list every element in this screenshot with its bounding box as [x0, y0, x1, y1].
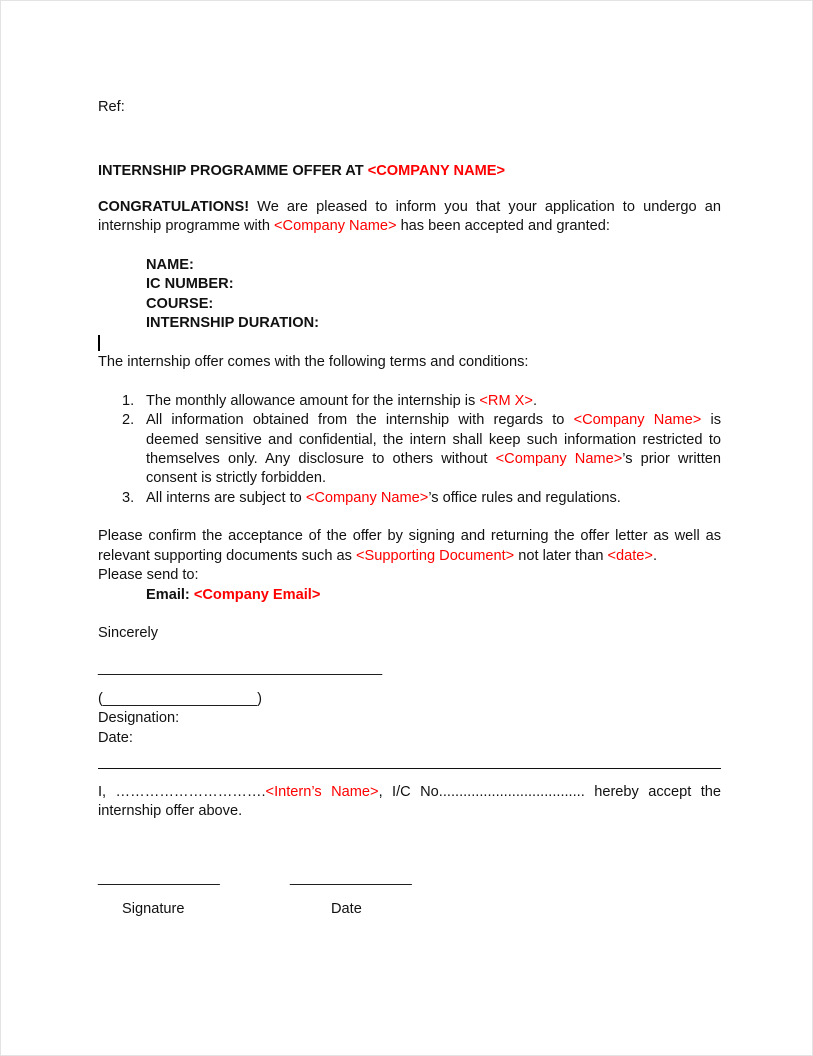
acceptance-line-2: internship offer above. [98, 803, 243, 819]
field-course-label: COURSE: [146, 296, 214, 312]
supporting-document-placeholder: <Supporting Document> [355, 548, 515, 564]
term-3-text [146, 489, 621, 509]
confirm-line-1: Please confirm the acceptance of the offer by signing and returning the offer letter as well as [98, 528, 721, 544]
text-cursor [98, 335, 100, 351]
intro-company-placeholder: <Company Name> [274, 218, 397, 234]
term-3-suffix: ’s office rules and regulations. [428, 490, 621, 506]
title-company-placeholder: <COMPANY NAME> [367, 163, 506, 179]
deadline-date-placeholder: <date> [607, 548, 653, 564]
signatory-sign-line: ___________________________________ [98, 660, 383, 676]
acceptance-mid: , I/C No.................................... hereby accept the [378, 784, 721, 800]
section-divider [98, 768, 721, 769]
term-2-line-2: deemed sensitive and confidential, the intern shall keep such information restricted to [146, 432, 721, 448]
intro-line-1-rest: We are pleased to inform you that your application to undergo an [249, 199, 721, 215]
send-to-label: Please send to: [98, 567, 199, 583]
intern-name-placeholder: <Intern’s Name> [265, 784, 379, 800]
term-2-line-3 [146, 450, 721, 470]
term-2-line-1-suffix: is [701, 412, 721, 428]
date-label: Date [331, 901, 362, 917]
term-1-text [146, 392, 537, 412]
term-3-company-placeholder: <Company Name> [305, 490, 429, 506]
confirm-line-2-mid: not later than [514, 548, 608, 564]
term-2-company-placeholder-1: <Company Name> [573, 412, 702, 428]
term-2-line-1 [146, 411, 721, 431]
signature-label: Signature [122, 901, 185, 917]
term-1-number: 1. [122, 393, 135, 409]
intern-date-line: _______________ [290, 870, 412, 886]
term-1-prefix: The monthly allowance amount for the internship is [146, 393, 480, 409]
email-line [146, 586, 320, 606]
confirm-line-2-prefix: relevant supporting documents such as [98, 548, 356, 564]
acceptance-prefix: I, …………………………. [98, 784, 266, 800]
term-3-prefix: All interns are subject to [146, 490, 306, 506]
signatory-name-blank: (___________________) [98, 691, 262, 707]
terms-intro: The internship offer comes with the following terms and conditions: [98, 354, 529, 370]
closing-date-label: Date: [98, 730, 133, 746]
field-ic-number-label: IC NUMBER: [146, 276, 234, 292]
term-2-line-3-suffix: ’s prior written [622, 451, 721, 467]
term-1-suffix: . [532, 393, 537, 409]
ref-label: Ref: [98, 99, 125, 115]
intro-line-2-prefix: internship programme with [98, 218, 275, 234]
field-name-label: NAME: [146, 257, 194, 273]
term-2-line-3-prefix: themselves only. Any disclosure to others without [146, 451, 496, 467]
confirm-line-2-suffix: . [652, 548, 658, 564]
email-label: Email: [146, 587, 194, 603]
confirm-line-2 [98, 547, 657, 567]
intro-line-2 [98, 217, 610, 237]
field-duration-label: INTERNSHIP DURATION: [146, 315, 319, 331]
congrats-text: CONGRATULATIONS! [98, 199, 250, 215]
company-email-placeholder: <Company Email> [193, 587, 321, 603]
term-3-number: 3. [122, 490, 135, 506]
allowance-placeholder: <RM X> [479, 393, 533, 409]
title-prefix: INTERNSHIP PROGRAMME OFFER AT [98, 163, 368, 179]
term-2-line-4: consent is strictly forbidden. [146, 470, 327, 486]
intro-line-1 [98, 198, 721, 218]
term-2-company-placeholder-2: <Company Name> [495, 451, 623, 467]
sincerely-text: Sincerely [98, 625, 159, 641]
intern-signature-line: _______________ [98, 870, 220, 886]
term-2-number: 2. [122, 412, 135, 428]
document-title [98, 162, 505, 182]
term-2-line-1-prefix: All information obtained from the internship with regards to [146, 412, 574, 428]
intro-line-2-suffix: has been accepted and granted: [396, 218, 610, 234]
designation-label: Designation: [98, 710, 180, 726]
acceptance-line-1 [98, 783, 721, 803]
